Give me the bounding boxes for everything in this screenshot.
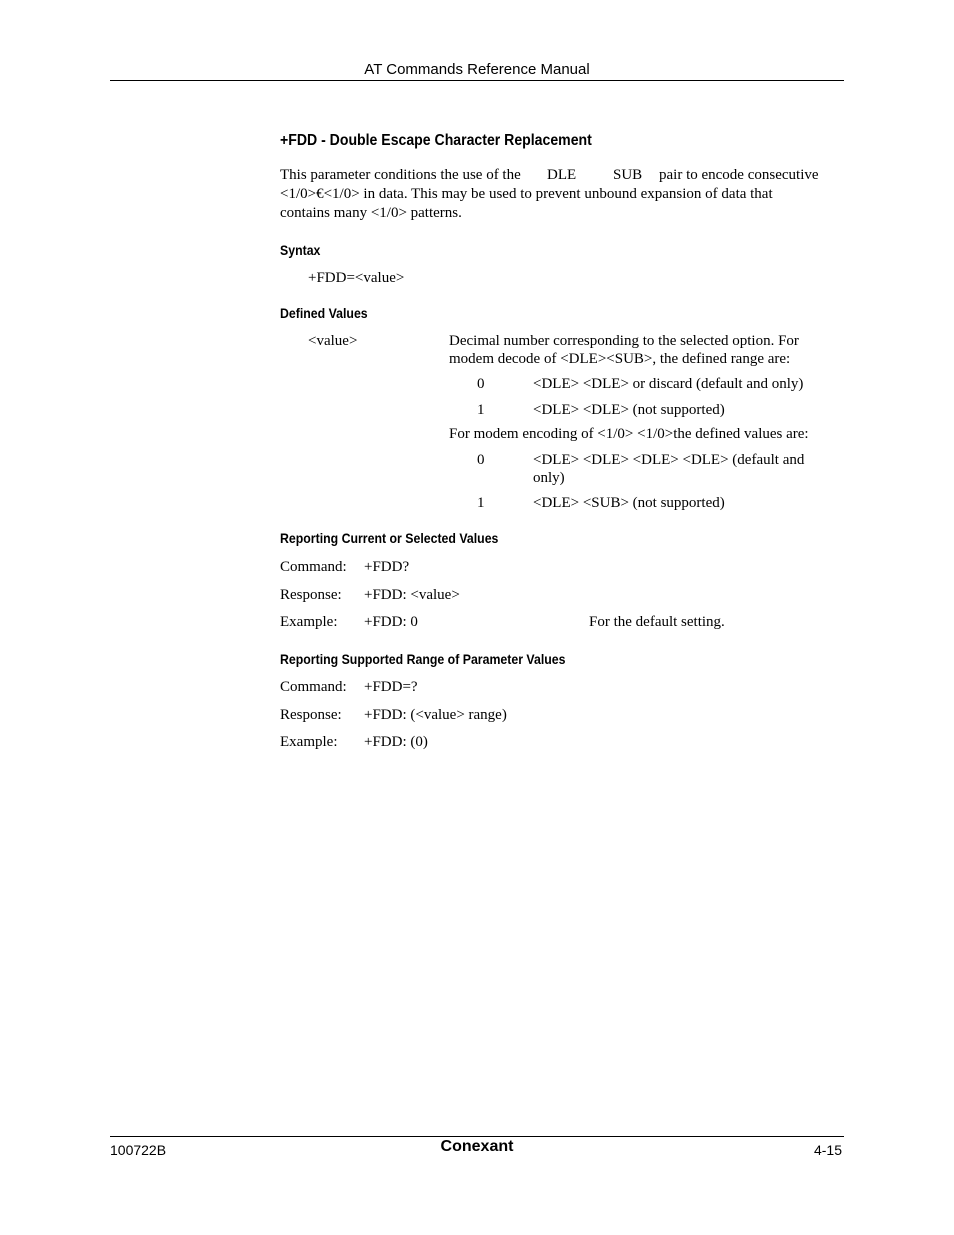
decode-option-value: 1 [477,402,485,418]
encode-option-value: 1 [477,495,485,511]
encode-intro: For modem encoding of <1/0> <1/0>the defined values are: [449,426,809,442]
encode-option-value: 0 [477,452,485,468]
range-label: Example: [280,734,338,750]
decode-option-text: <DLE> <DLE> (not supported) [533,402,725,418]
range-label: Command: [280,679,347,695]
report-value: +FDD: 0 [364,614,418,630]
intro-sub: SUB [613,167,643,183]
range-value: +FDD=? [364,679,418,695]
param-desc-line-1: Decimal number corresponding to the selected option. For [449,333,799,349]
decode-option-value: 0 [477,376,485,392]
intro-line-2: <1/0>€<1/0> in data. This may be used to prevent unbound expansion of data that [280,186,773,202]
intro-text-b: pair to encode consecutive [659,167,819,183]
header-rule [110,80,844,81]
range-value: +FDD: (0) [364,734,428,750]
footer-page-number: 4-15 [813,1142,842,1158]
report-value: +FDD? [364,559,410,575]
report-note: For the default setting. [589,614,725,630]
range-label: Response: [280,707,342,723]
encode-option-text: <DLE> <DLE> <DLE> <DLE> (default and [533,452,805,468]
syntax-text: +FDD=<value> [308,270,405,286]
param-desc-line-2: modem decode of <DLE><SUB>, the defined range are: [449,351,791,367]
running-header: AT Commands Reference Manual [364,61,590,78]
syntax-heading: Syntax [280,242,321,258]
encode-option-text: <DLE> <SUB> (not supported) [533,495,725,511]
report-value: +FDD: <value> [364,587,460,603]
range-value: +FDD: (<value> range) [364,707,507,723]
defined-values-heading: Defined Values [280,305,368,321]
intro-line-3: contains many <1/0> patterns. [280,205,462,221]
reporting-current-heading: Reporting Current or Selected Values [280,530,499,546]
report-label: Example: [280,614,338,630]
footer-doc-number: 100722B [110,1142,167,1158]
intro-dle: DLE [547,167,577,183]
footer-company: Conexant [440,1138,514,1155]
report-label: Response: [280,587,342,603]
decode-option-text: <DLE> <DLE> or discard (default and only) [533,376,804,392]
intro-text-a: This parameter conditions the use of the [280,167,521,183]
intro-line-1 [280,166,521,185]
reporting-range-heading: Reporting Supported Range of Parameter Values [280,651,566,667]
section-title: +FDD - Double Escape Character Replacement [280,132,592,149]
param-name: <value> [308,333,358,349]
footer-rule [110,1136,844,1137]
report-label: Command: [280,559,347,575]
encode-option-text-cont: only) [533,470,565,486]
